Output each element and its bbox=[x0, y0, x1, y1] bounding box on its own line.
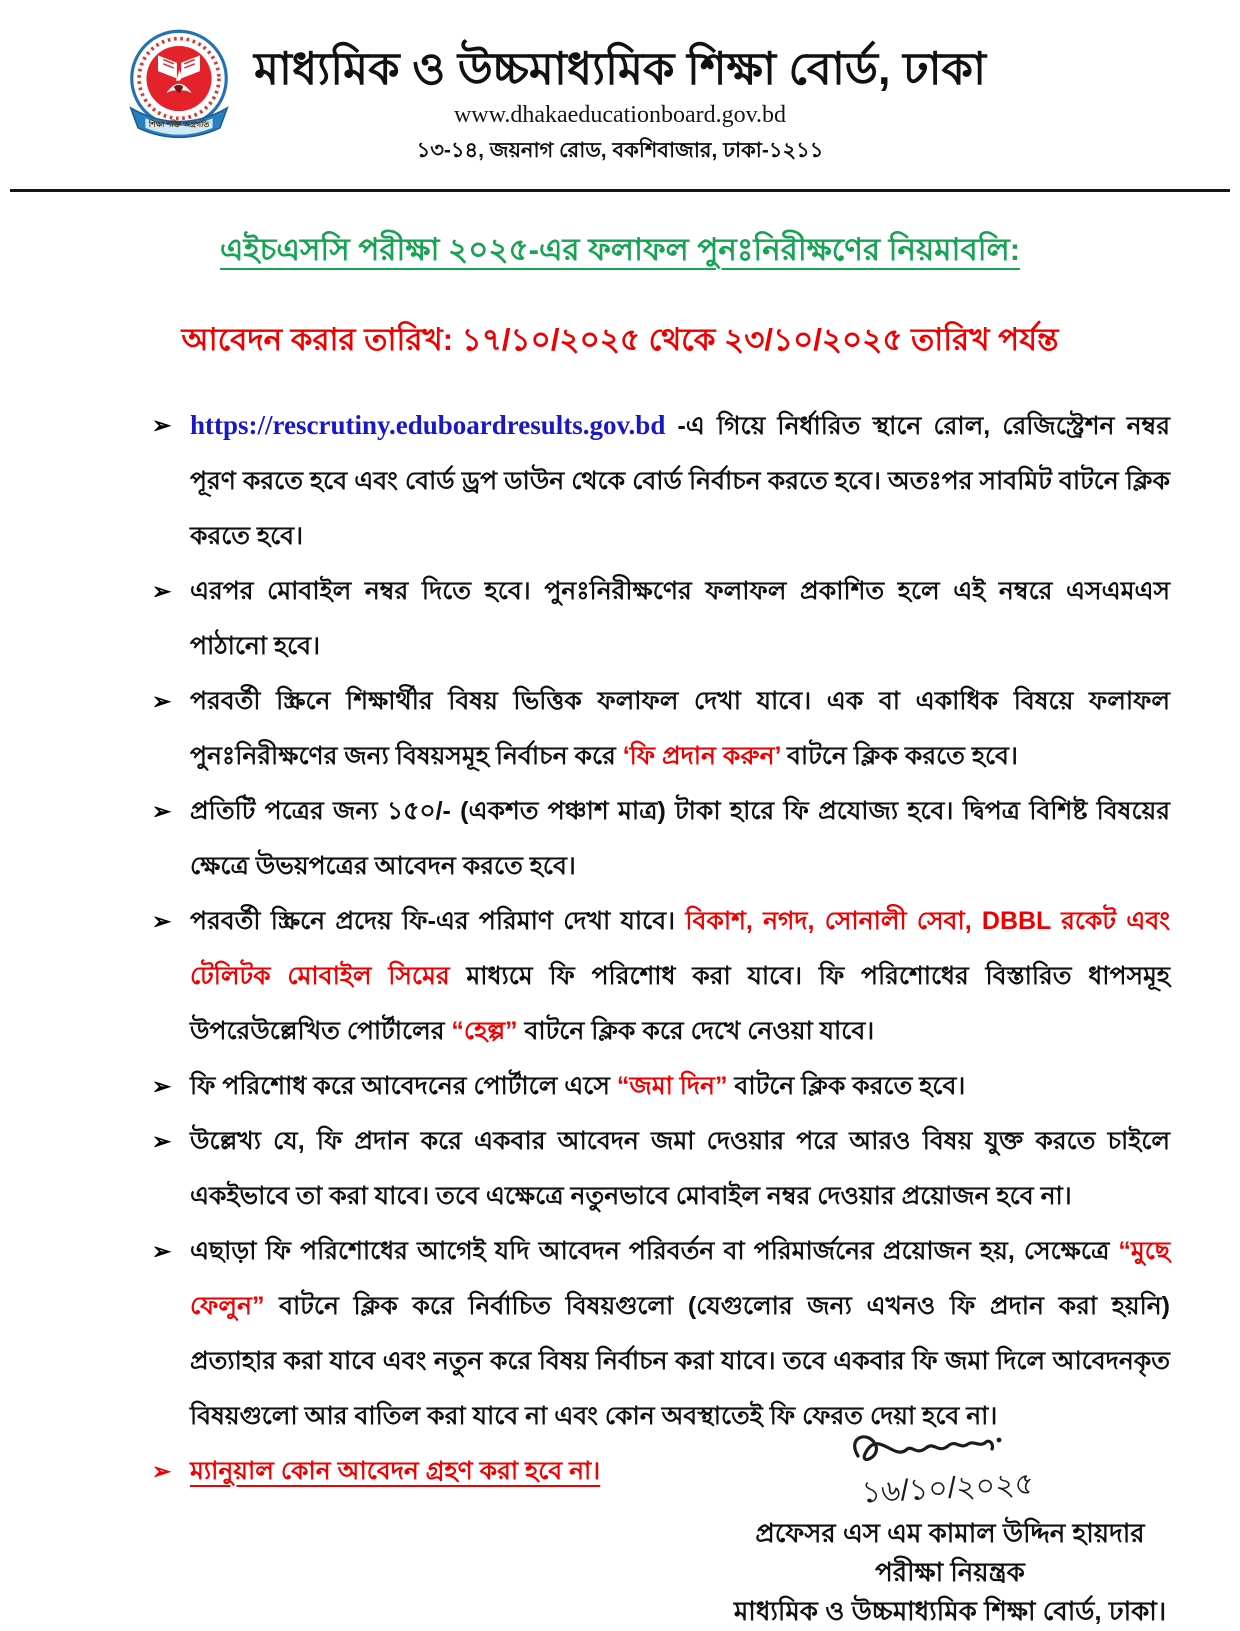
bullet-content bbox=[190, 1114, 1170, 1224]
bullet-item bbox=[152, 398, 1170, 564]
bullet-arrow-icon: ➢ bbox=[152, 1073, 172, 1099]
bullet-text: এরপর মোবাইল নম্বর দিতে হবে। পুনঃনিরীক্ষণের ফলাফল প্রকাশিত হলে এই নম্বরে এসএমএস পাঠানো হবে। bbox=[190, 577, 1170, 660]
bullet-arrow-icon: ➢ bbox=[152, 908, 172, 934]
notice-title: এইচএসসি পরীক্ষা ২০২৫-এর ফলাফল পুনঃনিরীক্ষণের নিয়মাবলি: bbox=[219, 232, 1021, 267]
bullet-item bbox=[152, 784, 1170, 894]
board-website: www.dhakaeducationboard.gov.bd bbox=[453, 102, 787, 128]
bullet-arrow-icon: ➢ bbox=[152, 798, 172, 824]
bullet-item bbox=[152, 1114, 1170, 1224]
header bbox=[0, 0, 1240, 192]
signature-block bbox=[715, 1426, 1185, 1631]
highlighted-text: “হেল্প” bbox=[451, 1017, 518, 1045]
signatory-organization: মাধ্যমিক ও উচ্চমাধ্যমিক শিক্ষা বোর্ড, ঢাকা। bbox=[733, 1596, 1167, 1626]
signature-date: ১৬/১০/২০২৫ bbox=[860, 1467, 1035, 1510]
bullet-arrow-icon: ➢ bbox=[152, 1128, 172, 1154]
highlighted-text: “মুছে ফেলুন” bbox=[190, 1237, 1170, 1320]
bullet-text: উল্লেখ্য যে, ফি প্রদান করে একবার আবেদন জমা দেওয়ার পরে আরও বিষয় যুক্ত করতে চাইলে একইভাবে তা করা যাবে। তবে এক্ষেত্রে নতুনভাবে মোবাইল নম্বর দেওয়ার প্রয়োজন হবে না। bbox=[190, 1127, 1170, 1210]
bullet-item bbox=[152, 674, 1170, 784]
bullet-arrow-icon: ➢ bbox=[152, 1458, 172, 1484]
bullet-item bbox=[152, 1059, 1170, 1114]
bullet-item bbox=[152, 564, 1170, 674]
bullet-text: পরবর্তী স্ক্রিনে প্রদেয় ফি-এর পরিমাণ দেখা যাবে। bbox=[190, 907, 686, 935]
bullet-text: পরবর্তী স্ক্রিনে শিক্ষার্থীর বিষয় ভিত্তিক ফলাফল দেখা যাবে। এক বা একাধিক বিষয়ে ফলাফল পুনঃনিরীক্ষণের জন্য বিষয়সমূহ নির্বাচন করে bbox=[190, 687, 1170, 770]
board-logo bbox=[116, 24, 242, 154]
bullet-item bbox=[152, 894, 1170, 1059]
board-address: ১৩-১৪, জয়নাগ রোড, বকশিবাজার, ঢাকা-১২১১ bbox=[416, 139, 824, 162]
signatory-name: প্রফেসর এস এম কামাল উদ্দিন হায়দার bbox=[755, 1518, 1145, 1548]
application-date-range: আবেদন করার তারিখ: ১৭/১০/২০২৫ থেকে ২৩/১০/২০২৫ তারিখ পর্যন্ত bbox=[181, 322, 1059, 357]
bullet-content bbox=[190, 674, 1170, 784]
bottom-row bbox=[152, 1444, 1185, 1631]
bullet-content bbox=[190, 1224, 1170, 1444]
bullet-text: বাটনে ক্লিক করতে হবে। bbox=[727, 1072, 966, 1100]
bullet-text: ফি পরিশোধ করে আবেদনের পোর্টালে এসে bbox=[190, 1072, 617, 1100]
bullet-item bbox=[152, 1224, 1170, 1444]
final-note bbox=[152, 1444, 715, 1499]
highlighted-text: “জমা দিন” bbox=[616, 1072, 728, 1100]
highlighted-text: ‘ফি প্রদান করুন’ bbox=[622, 742, 781, 770]
bullet-arrow-icon: ➢ bbox=[152, 1238, 172, 1264]
bullet-content bbox=[190, 1059, 1170, 1114]
bullet-text: এছাড়া ফি পরিশোধের আগেই যদি আবেদন পরিবর্তন বা পরিমার্জনের প্রয়োজন হয়, সেক্ষেত্রে bbox=[190, 1237, 1119, 1265]
bullet-text: প্রতিটি পত্রের জন্য ১৫০/- (একশত পঞ্চাশ মাত্র) টাকা হারে ফি প্রযোজ্য হবে। দ্বিপত্র বিশিষ্ট বিষয়ের ক্ষেত্রে উভয়পত্রের আবেদন করতে হবে। bbox=[190, 797, 1170, 880]
header-divider bbox=[10, 189, 1230, 192]
bullet-text: বাটনে ক্লিক করে দেখে নেওয়া যাবে। bbox=[517, 1017, 875, 1045]
highlighted-text: বিকাশ, নগদ, সোনালী সেবা, DBBL রকেট এবং টেলিটক মোবাইল সিমের bbox=[190, 907, 1170, 990]
bullet-text: বাটনে ক্লিক করতে হবে। bbox=[780, 742, 1018, 770]
bullet-text: বাটনে ক্লিক করে নির্বাচিত বিষয়গুলো (যেগুলোর জন্য এখনও ফি প্রদান করা হয়নি) প্রত্যাহার করা যাবে এবং নতুন করে বিষয় নির্বাচন করা যাবে। তবে একবার ফি জমা দিলে আবেদনকৃত বিষয়গুলো আর বাতিল করা যাবে না এবং কোন অবস্থাতেই ফি ফেরত দেয়া হবে না। bbox=[190, 1292, 1170, 1430]
bullet-arrow-icon: ➢ bbox=[152, 412, 172, 438]
bullet-arrow-icon: ➢ bbox=[152, 578, 172, 604]
bullet-text: -এ গিয়ে নির্ধারিত স্থানে রোল, রেজিস্ট্রেশন নম্বর পূরণ করতে হবে এবং বোর্ড ড্রপ ডাউন থেকে বোর্ড নির্বাচন করতে হবে। অতঃপর সাবমিট বাটনে ক্লিক করতে হবে। bbox=[190, 412, 1170, 550]
board-name: মাধ্যমিক ও উচ্চমাধ্যমিক শিক্ষা বোর্ড, ঢাকা bbox=[253, 43, 987, 94]
bullet-content bbox=[190, 398, 1170, 564]
bullet-list bbox=[152, 398, 1170, 1444]
signatory-designation: পরীক্ষা নিয়ন্ত্রক bbox=[875, 1557, 1025, 1587]
bullet-text: মাধ্যমে ফি পরিশোধ করা যাবে। ফি পরিশোধের বিস্তারিত ধাপসমূহ উপরেউল্লেখিত পোর্টালের bbox=[190, 962, 1170, 1045]
rescrutiny-portal-link[interactable]: https://rescrutiny.eduboardresults.gov.bd bbox=[190, 410, 666, 440]
bullet-content bbox=[190, 564, 1170, 674]
bullet-content bbox=[190, 784, 1170, 894]
bullet-arrow-icon: ➢ bbox=[152, 688, 172, 714]
signature-scribble bbox=[800, 1426, 1100, 1512]
bullet-content bbox=[190, 894, 1170, 1059]
final-note-text: ম্যানুয়াল কোন আবেদন গ্রহণ করা হবে না। bbox=[190, 1457, 601, 1485]
logo-motto: শিক্ষা শক্তি অগ্রগতি bbox=[148, 119, 210, 129]
